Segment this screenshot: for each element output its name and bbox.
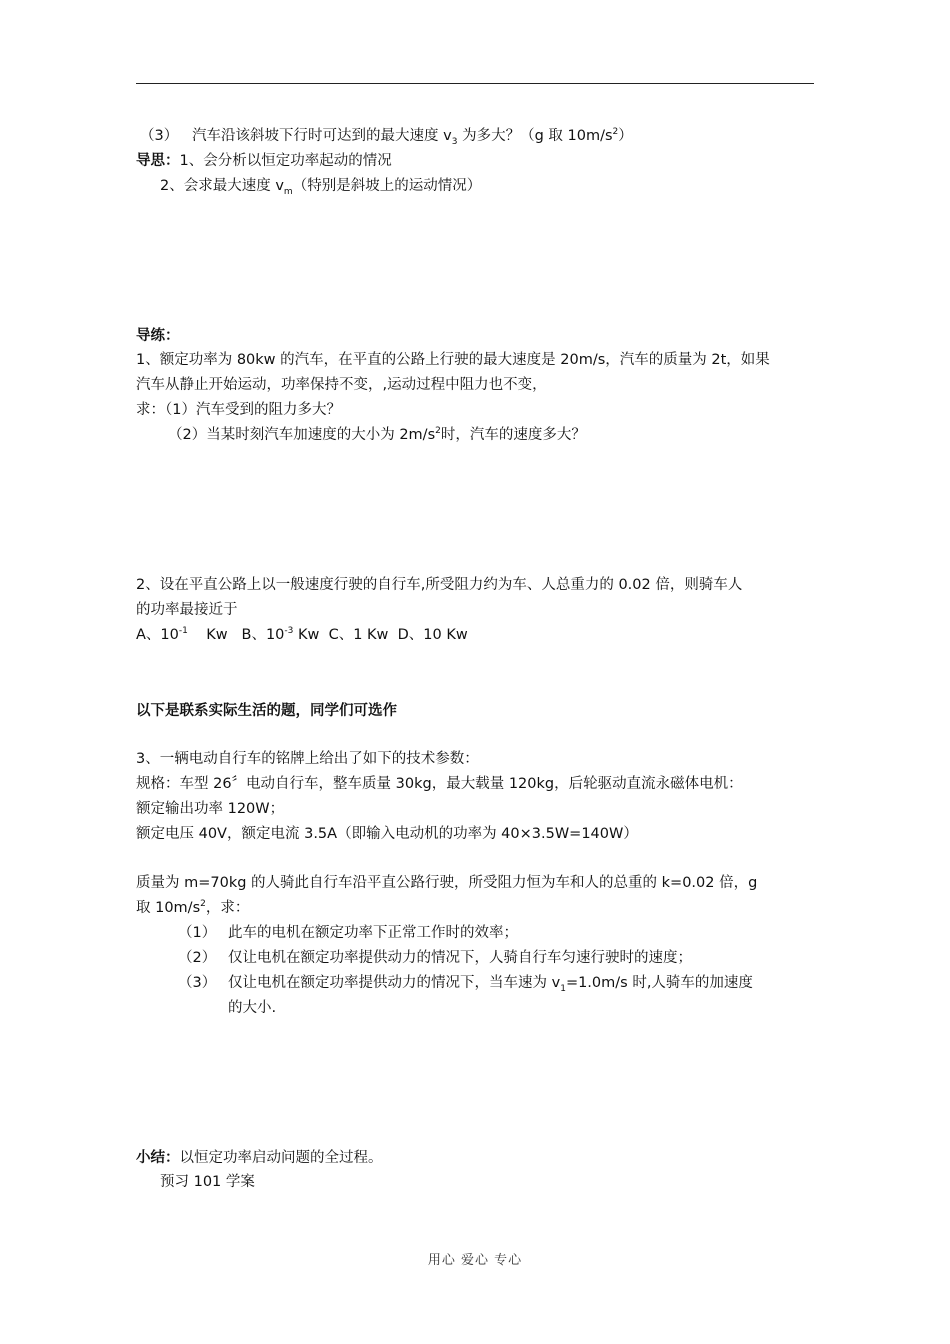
p1-line2: 汽车从静止开始运动，功率保持不变，,运动过程中阻力也不变， — [136, 377, 547, 393]
p1-line1: 1、额定功率为 80kw 的汽车，在平直的公路上行驶的最大速度是 20m/s，汽车的质量为 2t，如果 — [136, 352, 770, 368]
daosi-line2: 2、会求最大速度 $v_m$（特别是斜坡上的运动情况） — [160, 178, 482, 197]
p3-line1: 3、一辆电动自行车的铭牌上给出了如下的技术参数： — [136, 751, 479, 767]
summary: 小结：以恒定功率启动问题的全过程。 — [136, 1150, 383, 1166]
daosi-line1: 导思：1、会分析以恒定功率起动的情况 — [136, 153, 392, 169]
p1-line3: 求：（1）汽车受到的阻力多大？ — [136, 402, 341, 418]
p3-item-3: （3） 仅让电机在额定功率提供动力的情况下，当车速为 $v_1=1.0m/s$ 时,人骑车的加速度 — [178, 975, 753, 994]
section-title: 以下是联系实际生活的题，同学们可选作 — [136, 703, 397, 719]
summary-label: 小结： — [136, 1150, 180, 1166]
p1-line4: （2）当某时刻汽车加速度的大小为 $2m/s^2$时，汽车的速度多大？ — [168, 426, 586, 443]
p3-line2: 规格：车型 26〞电动自行车，整车质量 30kg，最大载量 120kg，后轮驱动直流永磁体电机： — [136, 776, 743, 792]
p3-line5: 质量为 m=70kg 的人骑此自行车沿平直公路行驶，所受阻力恒为车和人的总重的 k=0.02 倍，g — [136, 875, 758, 891]
option-a: A、$10^{-1}$ Kw — [136, 626, 228, 643]
p2-line2: 的功率最接近于 — [136, 602, 238, 618]
summary-line2: 预习 101 学案 — [160, 1174, 255, 1190]
p3-line3: 额定输出功率 120W； — [136, 801, 285, 817]
p3-item-3-cont: 的大小. — [228, 1000, 277, 1016]
page-footer: 用心 爱心 专心 — [427, 1253, 523, 1268]
p3-line6: 取 $10m/s^2$，求： — [136, 899, 250, 916]
p2-options — [136, 625, 468, 645]
daolian-label: 导练： — [136, 328, 180, 344]
option-c: C、1 Kw — [328, 627, 389, 643]
p3-line4: 额定电压 40V，额定电流 3.5A（即输入电动机的功率为 40×3.5W=140W） — [136, 826, 638, 842]
option-b: B、$10^{-3}$ Kw — [241, 626, 320, 643]
p3-item-2: （2） 仅让电机在额定功率提供动力的情况下，人骑自行车匀速行驶时的速度； — [178, 950, 692, 966]
q3-part3: （3） 汽车沿该斜坡下行时可达到的最大速度 $v_3$ 为多大？（g 取 $10m/s^2$） — [140, 127, 633, 147]
p2-line1: 2、设在平直公路上以一般速度行驶的自行车,所受阻力约为车、人总重力的 0.02 倍，则骑车人 — [136, 577, 743, 593]
header-rule — [136, 83, 814, 84]
p3-item-1: （1） 此车的电机在额定功率下正常工作时的效率； — [178, 925, 518, 941]
daosi-label: 导思： — [136, 153, 180, 169]
option-d: D、10 Kw — [397, 627, 468, 643]
q3-part3-num: （3） — [140, 128, 179, 144]
